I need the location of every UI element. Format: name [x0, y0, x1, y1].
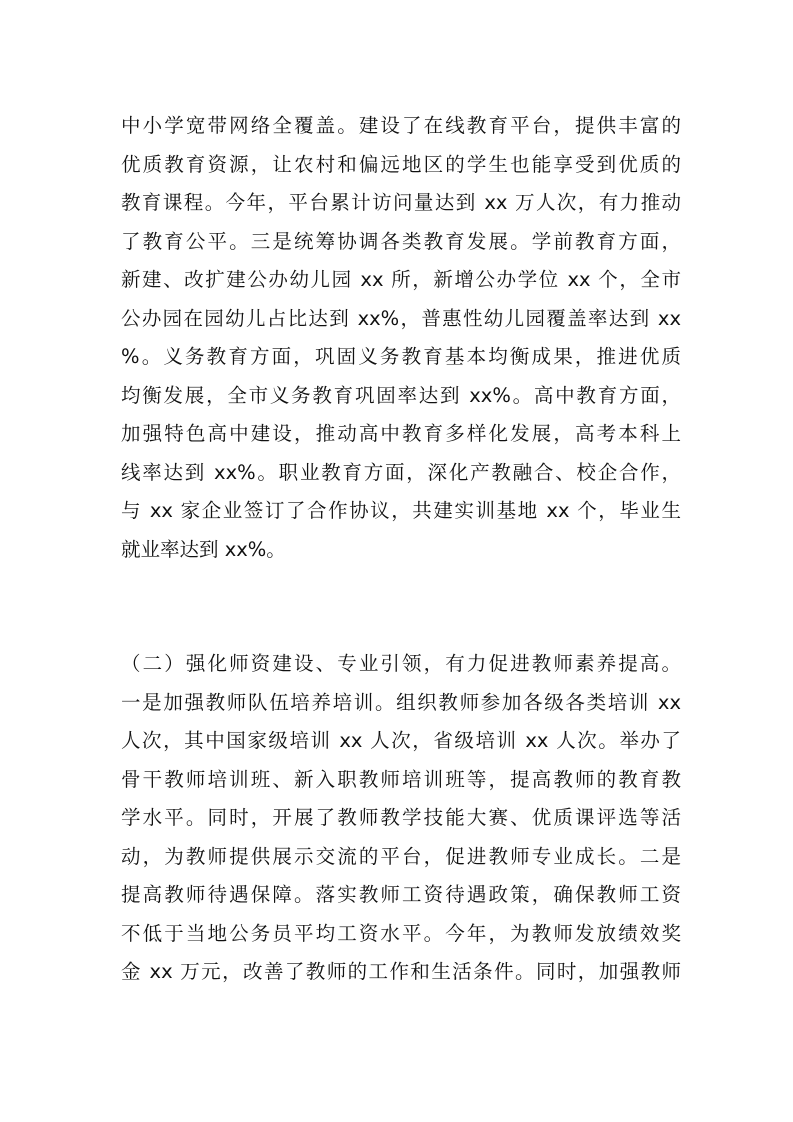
- text-line: 优质教育资源，让农村和偏远地区的学生也能享受到优质的: [121, 152, 681, 176]
- text-line: 均衡发展，全市义务教育巩固率达到 xx%。高中教育方面，: [121, 383, 681, 407]
- text-line: 人次，其中国家级培训 xx 人次，省级培训 xx 人次。举办了: [121, 729, 681, 752]
- text-line: 一是加强教师队伍培养培训。组织教师参加各级各类培训 xx: [121, 690, 681, 714]
- text-line: 就业率达到 xx%。: [121, 537, 286, 561]
- text-line: 学水平。同时，开展了教师教学技能大赛、优质课评选等活: [121, 806, 681, 829]
- text-line: 了教育公平。三是统筹协调各类教育发展。学前教育方面，: [121, 229, 681, 253]
- paragraph: [121, 107, 681, 569]
- text-line: 与 xx 家企业签订了合作协议，共建实训基地 xx 个，毕业生: [121, 499, 681, 522]
- text-line: 公办园在园幼儿占比达到 xx%，普惠性幼儿园覆盖率达到 xx: [121, 306, 681, 330]
- text-line: 新建、改扩建公办幼儿园 xx 所，新增公办学位 xx 个，全市: [121, 268, 681, 291]
- text-line: 不低于当地公务员平均工资水平。今年，为教师发放绩效奖: [121, 921, 681, 945]
- paragraph: [121, 645, 681, 992]
- text-line: 线率达到 xx%。职业教育方面，深化产教融合、校企合作，: [121, 460, 681, 484]
- text-line: %。义务教育方面，巩固义务教育基本均衡成果，推进优质: [121, 345, 681, 368]
- text-line: 骨干教师培训班、新入职教师培训班等，提高教师的教育教: [121, 767, 681, 791]
- text-line: 加强特色高中建设，推动高中教育多样化发展，高考本科上: [121, 422, 681, 445]
- text-line: 金 xx 万元，改善了教师的工作和生活条件。同时，加强教师: [121, 960, 681, 983]
- text-line: 教育课程。今年，平台累计访问量达到 xx 万人次，有力推动: [121, 191, 681, 214]
- text-line: 中小学宽带网络全覆盖。建设了在线教育平台，提供丰富的: [121, 114, 681, 137]
- text-line: 动，为教师提供展示交流的平台，促进教师专业成长。二是: [121, 844, 681, 868]
- text-line: 提高教师待遇保障。落实教师工资待遇政策，确保教师工资: [121, 883, 681, 906]
- section-heading-line: （二）强化师资建设、专业引领，有力促进教师素养提高。: [121, 652, 681, 675]
